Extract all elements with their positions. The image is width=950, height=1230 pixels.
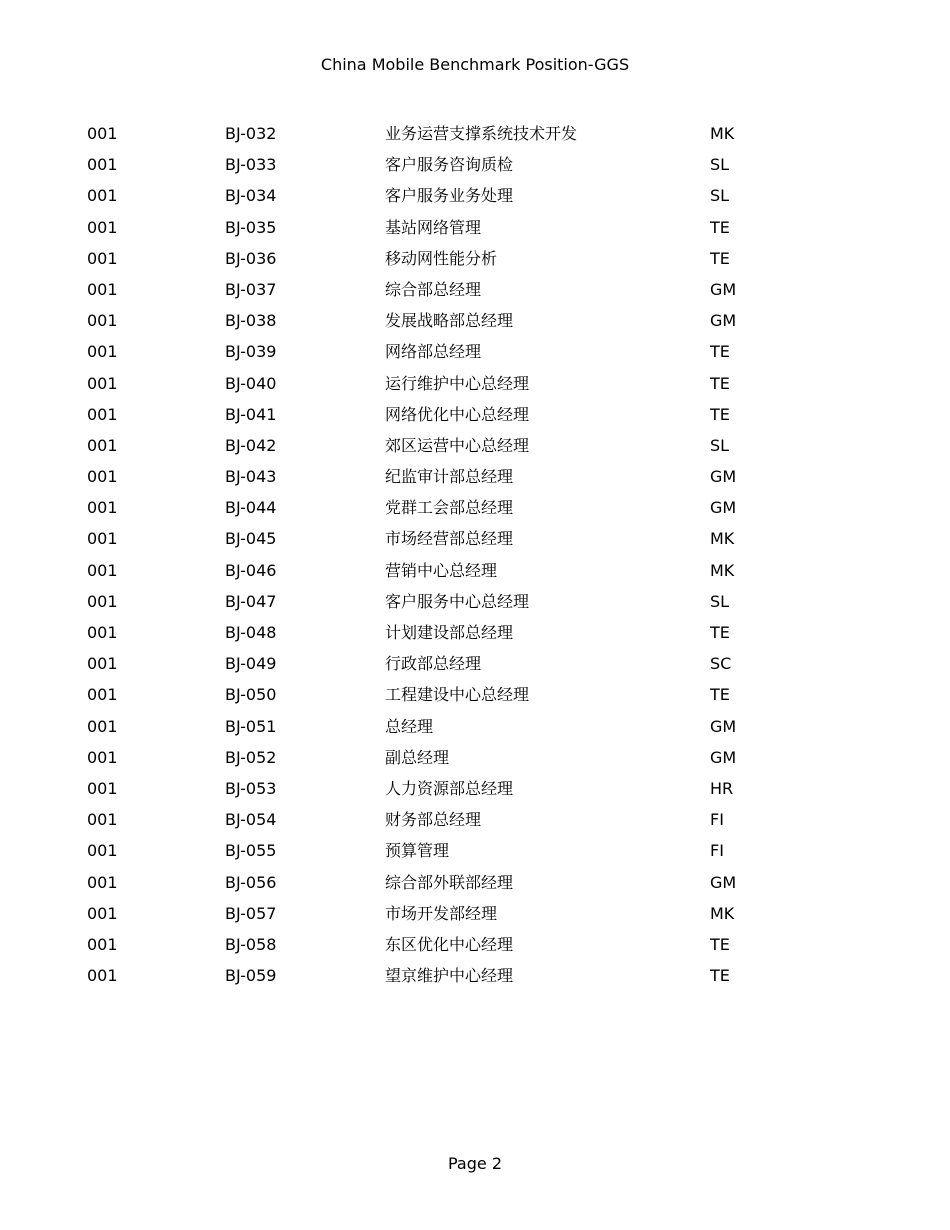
table-row xyxy=(0,835,950,866)
company-code-cell: 001 xyxy=(87,560,118,580)
position-title-cell: 客户服务业务处理 xyxy=(385,186,514,206)
position-code-cell: BJ-045 xyxy=(225,529,277,549)
job-family-cell: SL xyxy=(710,591,730,611)
table-row xyxy=(0,212,950,243)
position-code-cell: BJ-032 xyxy=(225,124,277,143)
job-family-cell: SC xyxy=(710,654,732,674)
position-title-cell: 综合部总经理 xyxy=(385,279,482,299)
company-code-cell: 001 xyxy=(87,747,118,767)
company-code-cell: 001 xyxy=(87,778,118,798)
table-row xyxy=(0,492,950,523)
company-code-cell: 001 xyxy=(87,467,118,487)
position-code-cell: BJ-043 xyxy=(225,467,277,487)
position-code-cell: BJ-036 xyxy=(225,248,277,268)
company-code-cell: 001 xyxy=(87,279,118,299)
job-family-cell: FI xyxy=(710,810,724,830)
job-family-cell: TE xyxy=(710,373,730,393)
company-code-cell: 001 xyxy=(87,934,118,954)
job-family-cell: TE xyxy=(710,248,730,268)
company-code-cell: 001 xyxy=(87,155,118,175)
job-family-cell: SL xyxy=(710,435,730,455)
job-family-cell: TE xyxy=(710,342,730,362)
position-title-cell: 市场开发部经理 xyxy=(385,903,498,923)
position-code-cell: BJ-034 xyxy=(225,186,277,206)
table-row xyxy=(0,243,950,274)
table-row xyxy=(0,898,950,929)
table-row xyxy=(0,149,950,180)
table-row xyxy=(0,711,950,742)
table-row xyxy=(0,742,950,773)
company-code-cell: 001 xyxy=(87,591,118,611)
position-code-cell: BJ-053 xyxy=(225,778,277,798)
position-title-cell: 计划建设部总经理 xyxy=(385,623,514,642)
position-title-cell: 网络优化中心总经理 xyxy=(385,404,530,424)
position-title-cell: 市场经营部总经理 xyxy=(385,529,514,549)
table-row xyxy=(0,274,950,305)
company-code-cell: 001 xyxy=(87,124,118,143)
position-title-cell: 东区优化中心经理 xyxy=(385,934,514,954)
table-row xyxy=(0,180,950,211)
job-family-cell: MK xyxy=(710,560,735,580)
company-code-cell: 001 xyxy=(87,872,118,892)
position-title-cell: 财务部总经理 xyxy=(385,810,482,830)
table-row xyxy=(0,399,950,430)
table-row xyxy=(0,430,950,461)
position-code-cell: BJ-059 xyxy=(225,966,277,986)
table-row xyxy=(0,368,950,399)
table-row xyxy=(0,617,950,648)
position-title-cell: 工程建设中心总经理 xyxy=(385,685,530,705)
position-code-cell: BJ-055 xyxy=(225,841,277,861)
position-title-cell: 营销中心总经理 xyxy=(385,560,498,580)
position-title-cell: 综合部外联部经理 xyxy=(385,872,514,892)
job-family-cell: MK xyxy=(710,124,735,143)
position-table xyxy=(0,118,950,991)
position-code-cell: BJ-035 xyxy=(225,217,277,237)
position-title-cell: 总经理 xyxy=(385,716,434,736)
position-title-cell: 客户服务中心总经理 xyxy=(385,591,530,611)
company-code-cell: 001 xyxy=(87,841,118,861)
table-row xyxy=(0,960,950,991)
position-title-cell: 党群工会部总经理 xyxy=(385,498,514,518)
position-code-cell: BJ-056 xyxy=(225,872,277,892)
position-code-cell: BJ-050 xyxy=(225,685,277,705)
company-code-cell: 001 xyxy=(87,217,118,237)
position-code-cell: BJ-039 xyxy=(225,342,277,362)
job-family-cell: GM xyxy=(710,716,737,736)
position-code-cell: BJ-047 xyxy=(225,591,277,611)
table-row xyxy=(0,336,950,367)
position-title-cell: 副总经理 xyxy=(385,747,450,767)
company-code-cell: 001 xyxy=(87,654,118,674)
position-title-cell: 基站网络管理 xyxy=(385,217,482,237)
job-family-cell: SL xyxy=(710,186,730,206)
table-row xyxy=(0,555,950,586)
job-family-cell: TE xyxy=(710,623,730,642)
table-row xyxy=(0,867,950,898)
job-family-cell: TE xyxy=(710,404,730,424)
position-code-cell: BJ-040 xyxy=(225,373,277,393)
table-row xyxy=(0,586,950,617)
position-title-cell: 移动网性能分析 xyxy=(385,248,498,268)
page-header: China Mobile Benchmark Position-GGS xyxy=(320,55,630,74)
company-code-cell: 001 xyxy=(87,529,118,549)
table-row xyxy=(0,929,950,960)
table-row xyxy=(0,461,950,492)
position-title-cell: 发展战略部总经理 xyxy=(385,311,514,331)
job-family-cell: MK xyxy=(710,529,735,549)
position-code-cell: BJ-054 xyxy=(225,810,277,830)
company-code-cell: 001 xyxy=(87,311,118,331)
position-code-cell: BJ-042 xyxy=(225,435,277,455)
company-code-cell: 001 xyxy=(87,342,118,362)
position-title-cell: 网络部总经理 xyxy=(385,342,482,362)
position-code-cell: BJ-044 xyxy=(225,498,277,518)
position-code-cell: BJ-049 xyxy=(225,654,277,674)
job-family-cell: HR xyxy=(710,778,734,798)
table-row xyxy=(0,804,950,835)
job-family-cell: TE xyxy=(710,685,730,705)
position-title-cell: 行政部总经理 xyxy=(385,654,482,674)
company-code-cell: 001 xyxy=(87,685,118,705)
job-family-cell: GM xyxy=(710,279,737,299)
position-code-cell: BJ-037 xyxy=(225,279,277,299)
position-title-cell: 客户服务咨询质检 xyxy=(385,155,514,175)
position-title-cell: 望京维护中心经理 xyxy=(385,966,514,986)
position-title-cell: 纪监审计部总经理 xyxy=(385,467,514,487)
table-row xyxy=(0,648,950,679)
company-code-cell: 001 xyxy=(87,435,118,455)
company-code-cell: 001 xyxy=(87,623,118,642)
job-family-cell: MK xyxy=(710,903,735,923)
job-family-cell: GM xyxy=(710,467,737,487)
company-code-cell: 001 xyxy=(87,810,118,830)
company-code-cell: 001 xyxy=(87,404,118,424)
position-title-cell: 业务运营支撑系统技术开发 xyxy=(385,124,578,143)
job-family-cell: GM xyxy=(710,872,737,892)
job-family-cell: FI xyxy=(710,841,724,861)
company-code-cell: 001 xyxy=(87,248,118,268)
table-row xyxy=(0,773,950,804)
position-code-cell: BJ-057 xyxy=(225,903,277,923)
position-code-cell: BJ-051 xyxy=(225,716,277,736)
position-code-cell: BJ-058 xyxy=(225,934,277,954)
job-family-cell: SL xyxy=(710,155,730,175)
company-code-cell: 001 xyxy=(87,716,118,736)
position-code-cell: BJ-041 xyxy=(225,404,277,424)
job-family-cell: GM xyxy=(710,311,737,331)
position-code-cell: BJ-038 xyxy=(225,311,277,331)
position-title-cell: 预算管理 xyxy=(385,841,450,861)
position-title-cell: 郊区运营中心总经理 xyxy=(385,435,530,455)
company-code-cell: 001 xyxy=(87,373,118,393)
position-code-cell: BJ-033 xyxy=(225,155,277,175)
company-code-cell: 001 xyxy=(87,903,118,923)
job-family-cell: GM xyxy=(710,498,737,518)
job-family-cell: GM xyxy=(710,747,737,767)
position-code-cell: BJ-048 xyxy=(225,623,277,642)
position-title-cell: 运行维护中心总经理 xyxy=(385,373,530,393)
table-row xyxy=(0,305,950,336)
table-row xyxy=(0,523,950,554)
job-family-cell: TE xyxy=(710,934,730,954)
position-code-cell: BJ-046 xyxy=(225,560,277,580)
table-row xyxy=(0,679,950,710)
company-code-cell: 001 xyxy=(87,498,118,518)
company-code-cell: 001 xyxy=(87,966,118,986)
job-family-cell: TE xyxy=(710,966,730,986)
job-family-cell: TE xyxy=(710,217,730,237)
position-code-cell: BJ-052 xyxy=(225,747,277,767)
table-row xyxy=(0,118,950,149)
company-code-cell: 001 xyxy=(87,186,118,206)
page-footer: Page 2 xyxy=(448,1154,502,1173)
position-title-cell: 人力资源部总经理 xyxy=(385,778,514,798)
